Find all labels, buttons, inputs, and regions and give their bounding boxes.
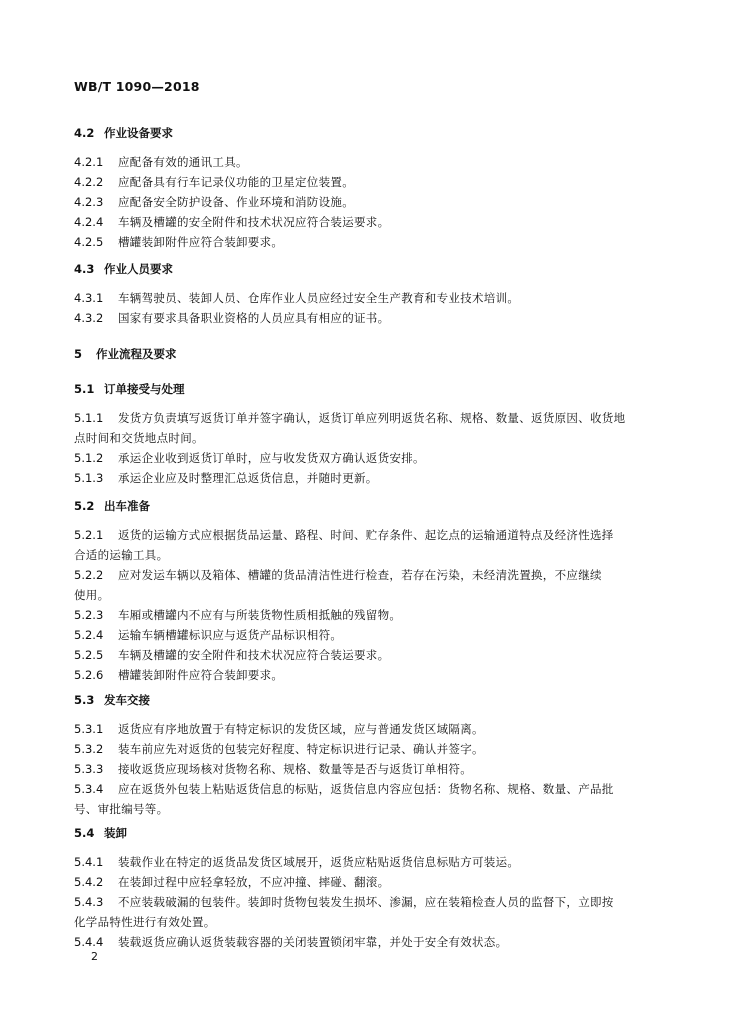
section-5-1-items (74, 408, 670, 488)
section-title: 出车准备 (104, 499, 150, 513)
clause-5-3-4: 5.3.4 应在返货外包装上粘贴返货信息的标贴，返货信息内容应包括：货物名称、规格、数量、产品批 (74, 782, 614, 796)
section-heading-5-2 (74, 496, 150, 516)
section-title: 作业人员要求 (104, 262, 173, 276)
section-4-3-items (74, 288, 670, 328)
clause-5-4-3-cont: 化学品特性进行有效处置。 (74, 915, 216, 929)
section-number: 4.3 (74, 262, 95, 276)
section-title: 装卸 (104, 826, 127, 840)
section-number: 5.3 (74, 693, 95, 707)
clause-5-1-3: 5.1.3 承运企业应及时整理汇总返货信息，并随时更新。 (74, 471, 378, 485)
section-heading-5-4 (74, 823, 127, 843)
clause-4-3-2: 4.3.2 国家有要求具备职业资格的人员应具有相应的证书。 (74, 311, 390, 325)
clause-5-2-1-cont: 合适的运输工具。 (74, 548, 169, 562)
clause-5-2-2-cont: 使用。 (74, 588, 110, 602)
section-4-2-items (74, 152, 670, 252)
chapter-heading-5 (74, 344, 177, 364)
clause-5-2-6: 5.2.6 槽罐装卸附件应符合装卸要求。 (74, 668, 284, 682)
clause-5-4-3: 5.4.3 不应装载破漏的包装件。装卸时货物包装发生损坏、渗漏，应在装箱检查人员的监督下，立即按 (74, 895, 614, 909)
clause-5-2-3: 5.2.3 车厢或槽罐内不应有与所装货物性质相抵触的残留物。 (74, 608, 402, 622)
chapter-number: 5 (74, 347, 83, 361)
clause-5-4-2: 5.4.2 在装卸过程中应轻拿轻放，不应冲撞、摔碰、翻滚。 (74, 875, 390, 889)
clause-5-4-4: 5.4.4 装载返货应确认返货装载容器的关闭装置锁闭牢靠，并处于安全有效状态。 (74, 935, 508, 949)
clause-5-2-4: 5.2.4 运输车辆槽罐标识应与返货产品标识相符。 (74, 628, 343, 642)
section-title: 订单接受与处理 (104, 382, 185, 396)
section-number: 5.1 (74, 382, 95, 396)
section-heading-4-3 (74, 259, 173, 279)
clause-5-3-4-cont: 号、审批编号等。 (74, 802, 169, 816)
page-number: 2 (91, 950, 98, 963)
section-number: 5.4 (74, 826, 95, 840)
clause-5-1-2: 5.1.2 承运企业收到返货订单时，应与收发货双方确认返货安排。 (74, 451, 425, 465)
clause-5-3-3: 5.3.3 接收返货应现场核对货物名称、规格、数量等是否与返货订单相符。 (74, 762, 472, 776)
chapter-title: 作业流程及要求 (96, 347, 177, 361)
section-heading-4-2 (74, 123, 173, 143)
section-number: 5.2 (74, 499, 95, 513)
section-number: 4.2 (74, 126, 95, 140)
clause-5-3-1: 5.3.1 返货应有序地放置于有特定标识的发货区域，应与普通发货区域隔离。 (74, 722, 484, 736)
clause-4-2-3: 4.2.3 应配备安全防护设备、作业环境和消防设施。 (74, 195, 354, 209)
clause-4-2-2: 4.2.2 应配备具有行车记录仪功能的卫星定位装置。 (74, 175, 354, 189)
standard-code: WB/T 1090—2018 (74, 79, 200, 94)
clause-5-3-2: 5.3.2 装车前应先对返货的包装完好程度、特定标识进行记录、确认并签字。 (74, 742, 484, 756)
clause-4-2-4: 4.2.4 车辆及槽罐的安全附件和技术状况应符合装运要求。 (74, 215, 390, 229)
clause-4-3-1: 4.3.1 车辆驾驶员、装卸人员、仓库作业人员应经过安全生产教育和专业技术培训。 (74, 291, 520, 305)
section-heading-5-3 (74, 690, 150, 710)
section-title: 发车交接 (104, 693, 150, 707)
section-5-2-items (74, 525, 670, 685)
standard-code-header (74, 79, 200, 94)
section-title: 作业设备要求 (104, 126, 173, 140)
clause-5-4-1: 5.4.1 装载作业在特定的返货品发货区域展开，返货应粘贴返货信息标贴方可装运。 (74, 855, 520, 869)
clause-5-2-5: 5.2.5 车辆及槽罐的安全附件和技术状况应符合装运要求。 (74, 648, 390, 662)
clause-5-2-2: 5.2.2 应对发运车辆以及箱体、槽罐的货品清洁性进行检查，若存在污染，未经清洗置换，不应继续 (74, 568, 602, 582)
clause-5-1-1: 5.1.1 发货方负责填写返货订单并签字确认，返货订单应列明返货名称、规格、数量、返货原因、收货地 (74, 411, 626, 425)
clause-4-2-5: 4.2.5 槽罐装卸附件应符合装卸要求。 (74, 235, 284, 249)
section-heading-5-1 (74, 379, 185, 399)
clause-5-1-1-cont: 点时间和交货地点时间。 (74, 431, 204, 445)
section-5-3-items (74, 719, 670, 819)
clause-4-2-1: 4.2.1 应配备有效的通讯工具。 (74, 155, 248, 169)
section-5-4-items (74, 852, 670, 952)
clause-5-2-1: 5.2.1 返货的运输方式应根据货品运量、路程、时间、贮存条件、起讫点的运输通道特点及经济性选择 (74, 528, 614, 542)
